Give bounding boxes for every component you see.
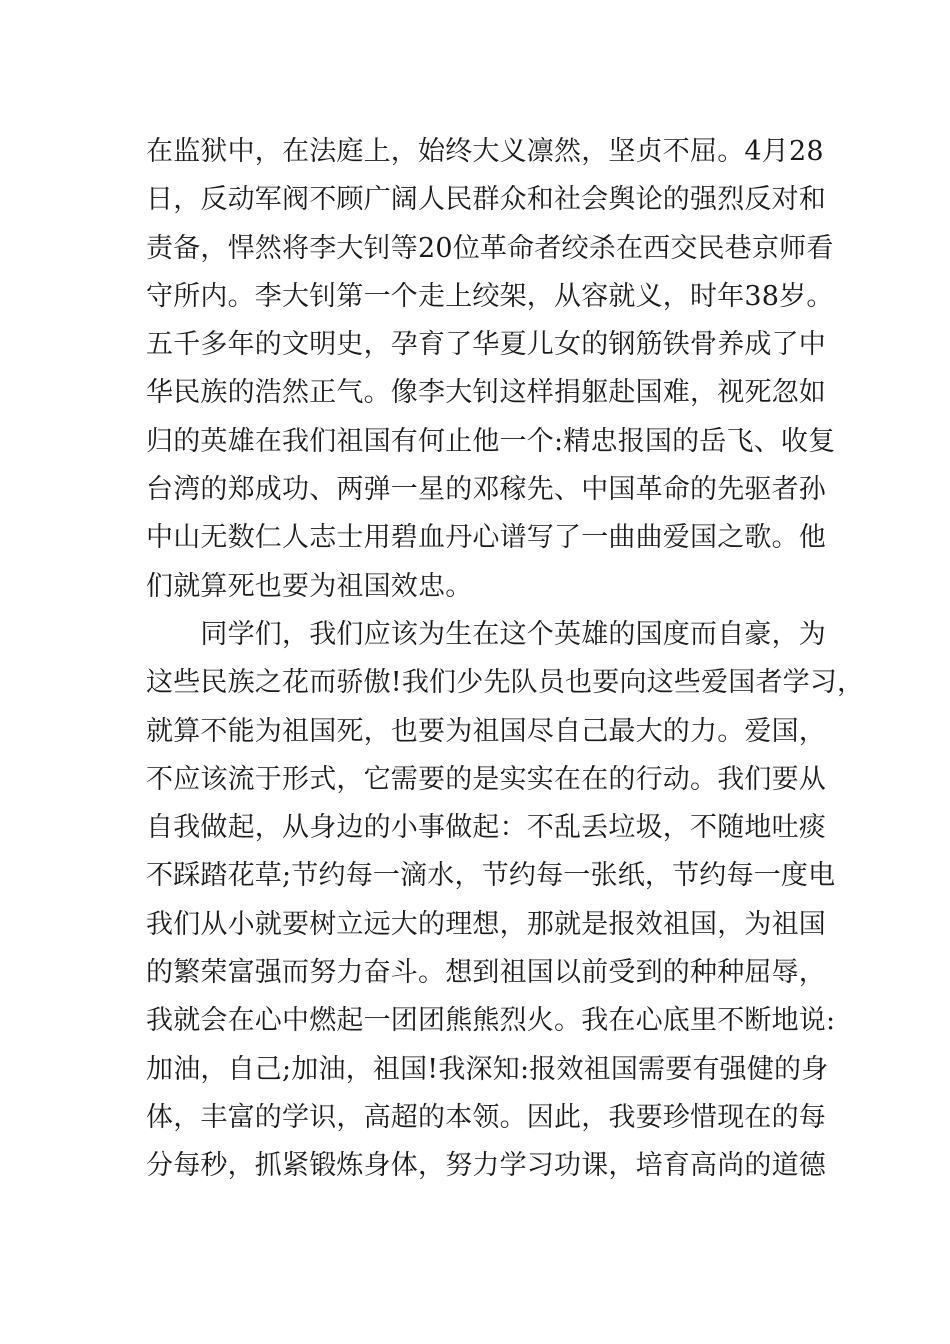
body-text <box>146 128 865 1191</box>
text-line: 责备，悍然将李大钊等20位革命者绞杀在西交民巷京师看 <box>146 232 834 264</box>
text-line: 们就算死也要为祖国效忠。 <box>146 570 473 602</box>
text-line: 日，反动军阀不顾广阔人民群众和社会舆论的强烈反对和 <box>146 184 826 216</box>
text-line: 守所内。李大钊第一个走上绞架，从容就义，时年38岁。 <box>146 280 834 312</box>
text-line: 我就会在心中燃起一团团熊熊烈火。我在心底里不断地说: <box>146 1005 836 1037</box>
text-line: 分每秒，抓紧锻炼身体，努力学习功课，培育高尚的道德 <box>146 1150 826 1182</box>
text-line: 中山无数仁人志士用碧血丹心谱写了一曲曲爱国之歌。他 <box>146 522 826 554</box>
text-line: 华民族的浩然正气。像李大钊这样捐躯赴国难，视死忽如 <box>146 377 826 409</box>
text-line: 我们从小就要树立远大的理想，那就是报效祖国，为祖国 <box>146 908 826 940</box>
text-line: 就算不能为祖国死，也要为祖国尽自己最大的力。爱国， <box>146 715 826 747</box>
text-line: 五千多年的文明史，孕育了华夏儿女的钢筋铁骨养成了中 <box>146 329 826 361</box>
text-line: 同学们，我们应该为生在这个英雄的国度而自豪，为 <box>146 618 826 650</box>
text-line: 体，丰富的学识，高超的本领。因此，我要珍惜现在的每 <box>146 1101 826 1133</box>
text-line: 在监狱中，在法庭上，始终大义凛然，坚贞不屈。4月28 <box>146 136 824 167</box>
text-line: 不应该流于形式，它需要的是实实在在的行动。我们要从 <box>146 763 826 795</box>
text-line: 归的英雄在我们祖国有何止他一个:精忠报国的岳飞、收复 <box>146 425 836 457</box>
text-line: 台湾的郑成功、两弹一星的邓稼先、中国革命的先驱者孙 <box>146 474 826 506</box>
text-line: 加油，自己;加油，祖国!我深知:报效祖国需要有强健的身 <box>146 1053 829 1085</box>
text-line: 自我做起，从身边的小事做起：不乱丢垃圾，不随地吐痰 <box>146 812 826 844</box>
text-line: 不踩踏花草;节约每一滴水，节约每一张纸，节约每一度电 <box>146 860 836 892</box>
text-line: 的繁荣富强而努力奋斗。想到祖国以前受到的种种屈辱， <box>146 957 826 989</box>
text-line: 这些民族之花而骄傲!我们少先队员也要向这些爱国者学习， <box>146 667 865 699</box>
